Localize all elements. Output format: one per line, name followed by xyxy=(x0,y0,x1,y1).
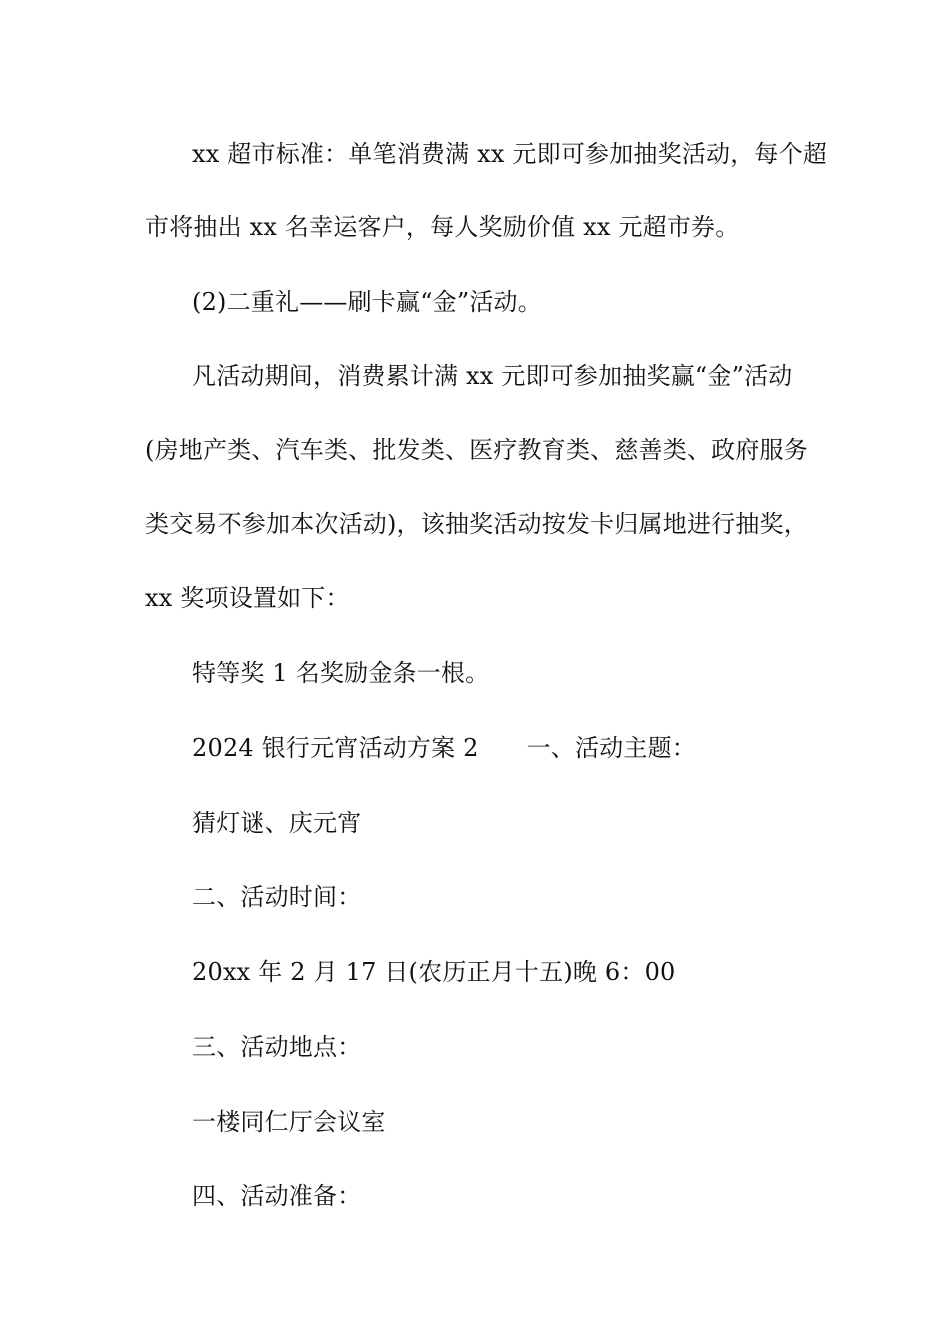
paragraph-line xyxy=(192,730,696,766)
paragraph-line: 20xx 年 2 月 17 日(农历正月十五)晚 6：00 xyxy=(192,958,676,986)
paragraph-line: (2)二重礼——刷卡赢“金”活动。 xyxy=(192,288,542,316)
section-heading: 三、活动地点： xyxy=(192,1033,362,1061)
section-heading: 一、活动主题： xyxy=(526,734,697,762)
document-title: 2024 银行元宵活动方案 2 xyxy=(192,734,479,762)
paragraph-line: 类交易不参加本次活动)，该抽奖活动按发卡归属地进行抽奖， xyxy=(145,510,808,538)
paragraph-line: 一楼同仁厅会议室 xyxy=(192,1108,386,1136)
paragraph-line: xx 超市标准：单笔消费满 xx 元即可参加抽奖活动，每个超 xyxy=(192,140,828,168)
section-heading: 二、活动时间： xyxy=(192,883,362,911)
paragraph-line: xx 奖项设置如下： xyxy=(145,584,350,612)
paragraph-line: 凡活动期间，消费累计满 xx 元即可参加抽奖赢“金”活动 xyxy=(192,362,793,390)
section-heading: 四、活动准备： xyxy=(192,1182,362,1210)
paragraph-line: 特等奖 1 名奖励金条一根。 xyxy=(192,659,490,687)
paragraph-line: 市将抽出 xx 名幸运客户，每人奖励价值 xx 元超市券。 xyxy=(145,213,740,241)
paragraph-line: (房地产类、汽车类、批发类、医疗教育类、慈善类、政府服务 xyxy=(145,436,808,464)
paragraph-line: 猜灯谜、庆元宵 xyxy=(192,809,362,837)
